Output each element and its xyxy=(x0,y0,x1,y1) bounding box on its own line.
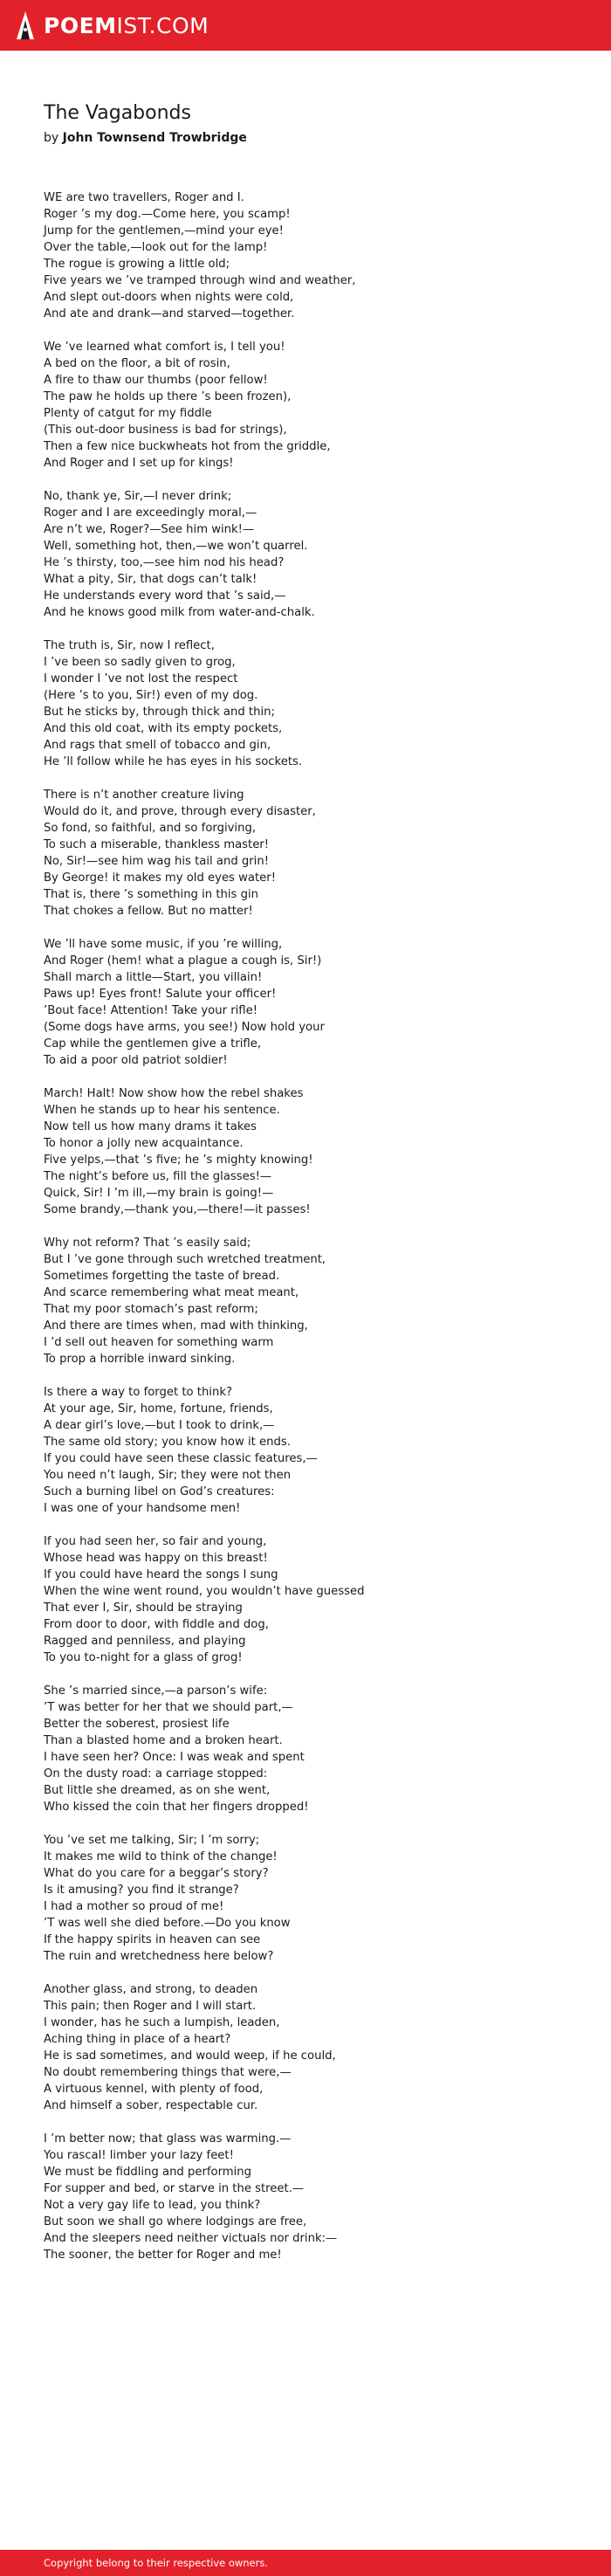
poem-line: But he sticks by, through thick and thin; xyxy=(44,706,275,719)
poem-line: From door to door, with fiddle and dog, xyxy=(44,1618,269,1631)
poem-line: (Here ’s to you, Sir!) even of my dog. xyxy=(44,689,258,702)
poem-line: To honor a jolly new acquaintance. xyxy=(44,1137,244,1150)
poem-line: Roger and I are exceedingly moral,— xyxy=(44,506,257,520)
poem-line: Some brandy,—thank you,—there!—it passes! xyxy=(44,1203,311,1216)
stanza xyxy=(44,1384,576,1517)
poem-line: But little she dreamed, as on she went, xyxy=(44,1784,271,1797)
poem-line: You ’ve set me talking, Sir; I ’m sorry; xyxy=(44,1834,260,1847)
poem-line: We ’ll have some music, if you ’re willing, xyxy=(44,938,283,951)
poem-line: Shall march a little—Start, you villain! xyxy=(44,971,263,984)
poem-line: When he stands up to hear his sentence. xyxy=(44,1104,280,1117)
poem-line: Quick, Sir! I ’m ill,—my brain is going!— xyxy=(44,1187,274,1200)
poem-line: That chokes a fellow. But no matter! xyxy=(44,905,253,918)
poem-line: Is it amusing? you find it strange? xyxy=(44,1884,239,1897)
poem-line: He is sad sometimes, and would weep, if he could, xyxy=(44,2049,336,2063)
author-link[interactable]: John Townsend Trowbridge xyxy=(62,131,247,145)
poem-line: Plenty of catgut for my fiddle xyxy=(44,407,212,420)
poem-line: No, thank ye, Sir,—I never drink; xyxy=(44,490,232,503)
byline xyxy=(44,131,247,145)
stanza xyxy=(44,1683,576,1815)
poem-line: A virtuous kennel, with plenty of food, xyxy=(44,2083,264,2096)
poem-line: The same old story; you know how it ends. xyxy=(44,1436,291,1449)
poem-line: I ’d sell out heaven for something warm xyxy=(44,1336,274,1349)
poem-line: Then a few nice buckwheats hot from the griddle, xyxy=(44,440,331,453)
poem-line: Why not reform? That ’s easily said; xyxy=(44,1236,251,1250)
poem-line: A bed on the floor, a bit of rosin, xyxy=(44,357,230,370)
poem-line: And there are times when, mad with thinking, xyxy=(44,1319,308,1333)
poem-line: There is n’t another creature living xyxy=(44,789,244,802)
stanza xyxy=(44,637,576,770)
poem-line: He ’ll follow while he has eyes in his sockets. xyxy=(44,755,303,768)
stanza xyxy=(44,2131,576,2263)
stanza xyxy=(44,1832,576,1965)
poem-line: (Some dogs have arms, you see!) Now hold your xyxy=(44,1021,325,1034)
poem-line: He understands every word that ’s said,— xyxy=(44,589,286,603)
poem-title: The Vagabonds xyxy=(44,102,191,124)
poem-line: If you could have seen these classic features,— xyxy=(44,1452,318,1465)
poem-line: And Roger (hem! what a plague a cough is, Sir!) xyxy=(44,954,322,968)
stanza xyxy=(44,1533,576,1666)
poem-line: That is, there ’s something in this gin xyxy=(44,888,258,901)
poem-line: Over the table,—look out for the lamp! xyxy=(44,241,268,254)
poem-line: What do you care for a beggar’s story? xyxy=(44,1867,269,1880)
poem-line: Would do it, and prove, through every disaster, xyxy=(44,805,316,818)
poem-line: He ’s thirsty, too,—see him nod his head? xyxy=(44,556,285,569)
poem-line: ’T was better for her that we should part,— xyxy=(44,1701,293,1714)
poem-line: No, Sir!—see him wag his tail and grin! xyxy=(44,855,269,868)
poem-line: You rascal! limber your lazy feet! xyxy=(44,2149,234,2162)
poem-line: That ever I, Sir, should be straying xyxy=(44,1601,243,1615)
poem-line: But soon we shall go where lodgings are free, xyxy=(44,2215,307,2228)
pen-nib-icon xyxy=(16,10,35,40)
poem-line: And rags that smell of tobacco and gin, xyxy=(44,739,271,752)
stanza xyxy=(44,936,576,1069)
poem-line: ’Bout face! Attention! Take your rifle! xyxy=(44,1004,257,1017)
poem-line: Aching thing in place of a heart? xyxy=(44,2033,231,2046)
poem-line: What a pity, Sir, that dogs can’t talk! xyxy=(44,573,257,586)
poem-line: To prop a horrible inward sinking. xyxy=(44,1353,236,1366)
poem-line: The rogue is growing a little old; xyxy=(44,258,230,271)
poem-line: Five years we ’ve tramped through wind and weather, xyxy=(44,274,356,287)
poem-line: Jump for the gentlemen,—mind your eye! xyxy=(44,224,284,238)
poem-line: And slept out-doors when nights were cold, xyxy=(44,291,294,304)
poem-line: I wonder, has he such a lumpish, leaden, xyxy=(44,2016,280,2029)
poem-line: Ragged and penniless, and playing xyxy=(44,1635,246,1648)
poem-line: Whose head was happy on this breast! xyxy=(44,1552,268,1565)
stanza xyxy=(44,189,576,322)
poem-line: That my poor stomach’s past reform; xyxy=(44,1303,258,1316)
poem-line: At your age, Sir, home, fortune, friends, xyxy=(44,1402,273,1415)
poem-line: And Roger and I set up for kings! xyxy=(44,457,234,470)
poem-line: Are n’t we, Roger?—See him wink!— xyxy=(44,523,255,536)
poem-line: Is there a way to forget to think? xyxy=(44,1386,232,1399)
poem-line: And himself a sober, respectable cur. xyxy=(44,2099,258,2112)
poem-line: So fond, so faithful, and so forgiving, xyxy=(44,822,257,835)
poem-line: And this old coat, with its empty pockets, xyxy=(44,722,283,735)
footer-bar xyxy=(0,2550,611,2576)
poem-line: But I ’ve gone through such wretched treatment, xyxy=(44,1253,326,1266)
poem-body xyxy=(44,189,576,2280)
poem-line: We ’ve learned what comfort is, I tell you! xyxy=(44,341,285,354)
site-logo[interactable] xyxy=(16,9,209,42)
poem-line: Who kissed the coin that her fingers dropped! xyxy=(44,1801,309,1814)
poem-line: I was one of your handsome men! xyxy=(44,1502,241,1515)
byline-prefix: by xyxy=(44,131,59,145)
poem-line: To aid a poor old patriot soldier! xyxy=(44,1054,228,1067)
stanza xyxy=(44,488,576,621)
poem-line: I ’ve been so sadly given to grog, xyxy=(44,656,236,669)
poem-line: By George! it makes my old eyes water! xyxy=(44,871,276,885)
poem-line: I ’m better now; that glass was warming.— xyxy=(44,2132,292,2146)
poem-line: The night’s before us, fill the glasses!— xyxy=(44,1170,272,1183)
poem-line: And he knows good milk from water-and-chalk. xyxy=(44,606,315,619)
stanza xyxy=(44,1235,576,1367)
poem-line: WE are two travellers, Roger and I. xyxy=(44,191,244,204)
poem-line: We must be fiddling and performing xyxy=(44,2166,252,2179)
poem-line: Sometimes forgetting the taste of bread. xyxy=(44,1270,280,1283)
poem-line: No doubt remembering things that were,— xyxy=(44,2066,292,2079)
poem-line: ’T was well she died before.—Do you know xyxy=(44,1917,291,1930)
poem-line: And the sleepers need neither victuals nor drink:— xyxy=(44,2232,338,2245)
poem-line: A fire to thaw our thumbs (poor fellow! xyxy=(44,374,268,387)
poem-line: If the happy spirits in heaven can see xyxy=(44,1933,261,1946)
poem-line: The truth is, Sir, now I reflect, xyxy=(44,639,215,652)
logo-text: POEMIST.COM xyxy=(44,12,209,38)
poem-line: To you to-night for a glass of grog! xyxy=(44,1651,243,1664)
poem-line: For supper and bed, or starve in the street.— xyxy=(44,2182,305,2195)
poem-line: A dear girl’s love,—but I took to drink,— xyxy=(44,1419,275,1432)
poem-line: This pain; then Roger and I will start. xyxy=(44,2000,257,2013)
poem-line: On the dusty road: a carriage stopped: xyxy=(44,1767,268,1780)
stanza xyxy=(44,339,576,472)
copyright-notice: Copyright belong to their respective owners. xyxy=(44,2557,269,2569)
poem-line: The paw he holds up there ’s been frozen), xyxy=(44,390,292,403)
poem-line: (This out-door business is bad for strings), xyxy=(44,424,287,437)
poem-line: I wonder I ’ve not lost the respect xyxy=(44,672,238,685)
poem-line: I had a mother so proud of me! xyxy=(44,1900,224,1913)
stanza xyxy=(44,1085,576,1218)
poem-line: Paws up! Eyes front! Salute your officer! xyxy=(44,988,277,1001)
poem-line: She ’s married since,—a parson’s wife: xyxy=(44,1684,268,1698)
poem-line: To such a miserable, thankless master! xyxy=(44,838,270,851)
header-bar xyxy=(0,0,611,51)
poem-line: If you could have heard the songs I sung xyxy=(44,1568,278,1581)
poem-line: The ruin and wretchedness here below? xyxy=(44,1950,274,1963)
poem-line: Such a burning libel on God’s creatures: xyxy=(44,1485,275,1498)
poem-line: The sooner, the better for Roger and me! xyxy=(44,2249,282,2262)
stanza xyxy=(44,1981,576,2114)
poem-line: When the wine went round, you wouldn’t have guessed xyxy=(44,1585,365,1598)
poem-line: Cap while the gentlemen give a trifle, xyxy=(44,1037,262,1050)
poem-line: Well, something hot, then,—we won’t quarrel. xyxy=(44,540,308,553)
poem-line: Another glass, and strong, to deaden xyxy=(44,1983,258,1996)
poem-line: Now tell us how many drams it takes xyxy=(44,1120,257,1133)
poem-line: And scarce remembering what meat meant, xyxy=(44,1286,299,1299)
poem-line: It makes me wild to think of the change! xyxy=(44,1850,278,1863)
poem-line: Than a blasted home and a broken heart. xyxy=(44,1734,283,1747)
poem-line: If you had seen her, so fair and young, xyxy=(44,1535,267,1548)
poem-line: And ate and drank—and starved—together. xyxy=(44,307,295,320)
poem-line: Better the soberest, prosiest life xyxy=(44,1718,230,1731)
poem-line: March! Halt! Now show how the rebel shakes xyxy=(44,1087,304,1100)
poem-line: Five yelps,—that ’s five; he ’s mighty knowing! xyxy=(44,1154,313,1167)
poem-line: You need n’t laugh, Sir; they were not then xyxy=(44,1469,292,1482)
poem-line: Not a very gay life to lead, you think? xyxy=(44,2199,261,2212)
poem-line: I have seen her? Once: I was weak and spent xyxy=(44,1751,305,1764)
stanza xyxy=(44,787,576,920)
poem-line: Roger ’s my dog.—Come here, you scamp! xyxy=(44,208,291,221)
